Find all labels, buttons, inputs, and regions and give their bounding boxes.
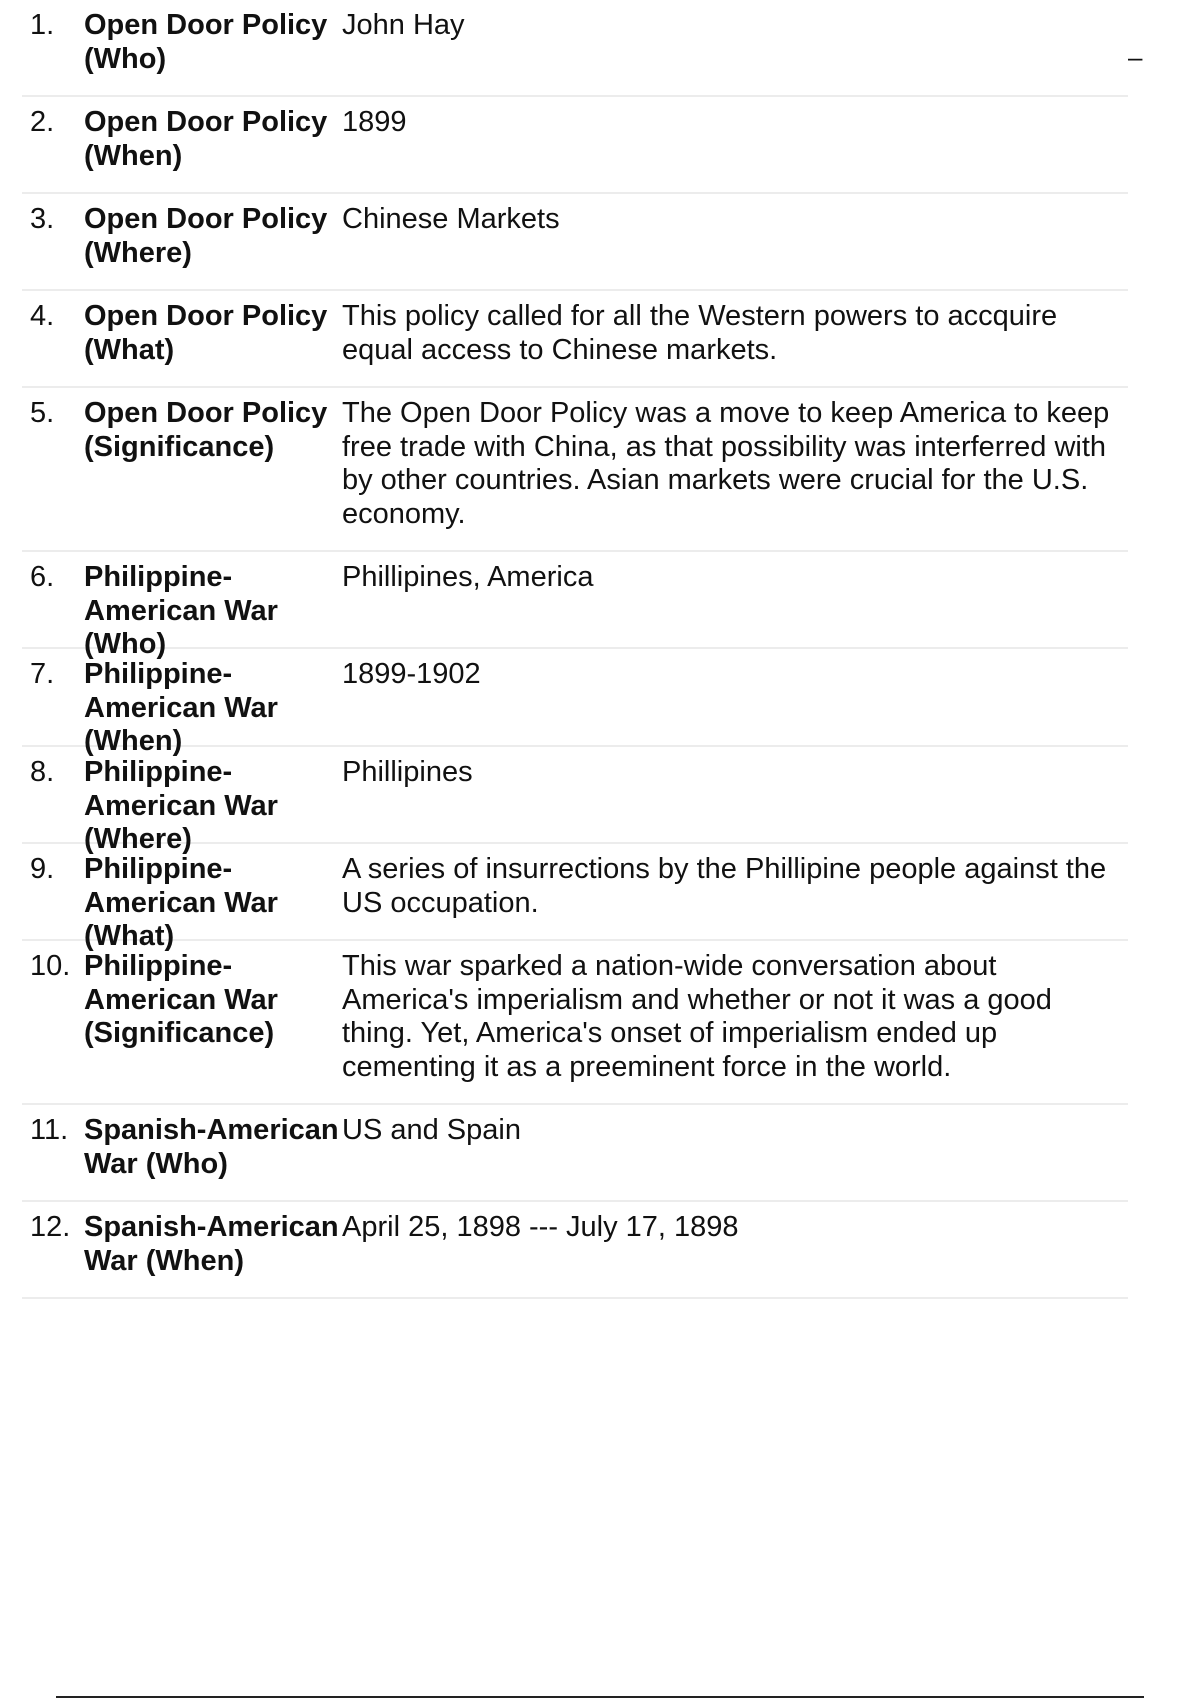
row-number: 9. [30, 853, 55, 885]
flashcard-term-list [22, 0, 1128, 1299]
term-row [22, 0, 1128, 97]
row-number: 4. [30, 300, 55, 332]
term-label: Open Door Policy (Where) [84, 203, 328, 269]
row-number: 5. [30, 397, 55, 429]
row-number: 2. [30, 106, 55, 138]
bottom-divider [56, 1696, 1144, 1698]
term-label: Open Door Policy (Significance) [84, 397, 328, 463]
term-row [22, 388, 1128, 552]
definition-text: The Open Door Policy was a move to keep America to keep free trade with China, as that possibility was interferred with by other countries. Asian markets were crucial for the U.S. economy. [342, 397, 1110, 530]
row-number: 11. [30, 1114, 69, 1146]
definition-text: This policy called for all the Western powers to accquire equal access to Chinese markets. [342, 300, 1058, 366]
term-row [22, 941, 1128, 1105]
term-label: Philippine-American War (Significance) [84, 950, 278, 1049]
term-row [22, 194, 1128, 291]
term-row [22, 649, 1128, 757]
definition-text: A series of insurrections by the Phillipine people against the US occupation. [342, 853, 1107, 919]
definition-text: John Hay [342, 9, 465, 41]
collapse-dash-mark: – [1128, 42, 1143, 72]
definition-text: April 25, 1898 --- July 17, 1898 [342, 1211, 739, 1243]
term-row [22, 747, 1128, 855]
term-row [22, 844, 1128, 952]
definition-text: This war sparked a nation-wide conversation about America's imperialism and whether or not it was a good thing. Yet, America's onset of imperialism ended up cementing it as a preeminent force in the world. [342, 950, 1052, 1083]
definition-text: Phillipines, America [342, 561, 594, 593]
term-row [22, 1202, 1128, 1299]
term-label: Open Door Policy (Who) [84, 9, 328, 75]
definition-text: Phillipines [342, 756, 473, 788]
term-row [22, 1105, 1128, 1202]
term-label: Open Door Policy (What) [84, 300, 328, 366]
definition-text: 1899 [342, 106, 407, 138]
row-number: 7. [30, 658, 55, 690]
term-label: Spanish-American War (When) [84, 1211, 339, 1277]
term-row [22, 552, 1128, 660]
term-label: Philippine-American War (Where) [84, 756, 278, 855]
definition-text: 1899-1902 [342, 658, 481, 690]
row-number: 8. [30, 756, 55, 788]
definition-text: US and Spain [342, 1114, 521, 1146]
term-label: Philippine-American War (What) [84, 853, 278, 952]
row-number: 3. [30, 203, 55, 235]
term-label: Open Door Policy (When) [84, 106, 328, 172]
row-number: 6. [30, 561, 55, 593]
term-row [22, 97, 1128, 194]
term-label: Spanish-American War (Who) [84, 1114, 339, 1180]
row-number: 10. [30, 950, 71, 982]
row-number: 1. [30, 9, 55, 41]
definition-text: Chinese Markets [342, 203, 560, 235]
term-label: Philippine-American War (Who) [84, 561, 278, 660]
term-row [22, 291, 1128, 388]
term-label: Philippine-American War (When) [84, 658, 278, 757]
row-number: 12. [30, 1211, 71, 1243]
